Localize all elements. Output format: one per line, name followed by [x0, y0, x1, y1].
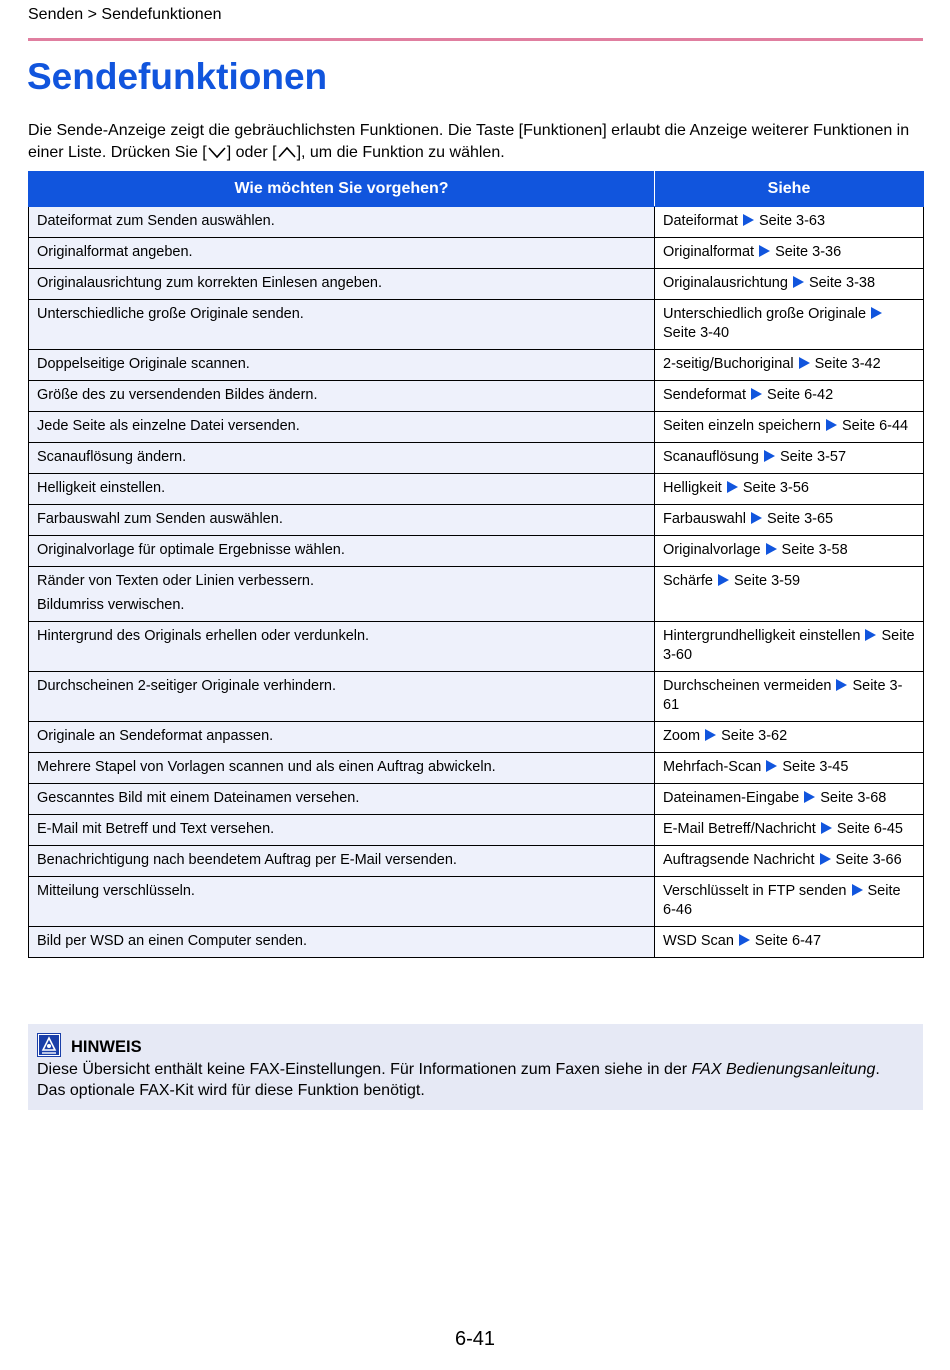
note-icon: [37, 1033, 61, 1057]
arrow-right-icon: [852, 884, 863, 896]
reference-cell: [655, 412, 924, 443]
task-cell: [29, 927, 655, 958]
reference-page[interactable]: Seite 3-68: [820, 790, 887, 806]
arrow-right-icon: [871, 307, 882, 319]
reference-cell: [655, 443, 924, 474]
reference-page[interactable]: Seite 6-47: [754, 933, 822, 949]
chevron-down-icon: [207, 144, 227, 166]
task-text: Gescanntes Bild mit einem Dateinamen versehen.: [37, 790, 360, 806]
arrow-right-icon: [836, 679, 847, 691]
reference-page[interactable]: Seite 3-42: [814, 356, 881, 372]
reference-link[interactable]: Farbauswahl: [663, 511, 747, 527]
reference-page[interactable]: Seite 3-59: [733, 573, 801, 589]
arrow-right-icon: [826, 419, 837, 431]
header-task: Wie möchten Sie vorgehen?: [29, 172, 655, 207]
intro-text-1: Die Sende-Anzeige zeigt die gebräuchlichsten Funktionen. Die Taste [Funktionen] erlaubt die Anzeige weiterer Funktionen in einer Liste. Drücken Sie [: [28, 122, 910, 161]
task-cell: [29, 350, 655, 381]
arrow-right-icon: [727, 481, 738, 493]
reference-link[interactable]: Scanauflösung: [663, 449, 759, 465]
reference-page[interactable]: Seite 3-57: [779, 449, 847, 465]
table-row: [29, 753, 924, 784]
task-text: Doppelseitige Originale scannen.: [37, 356, 250, 372]
table-row: [29, 815, 924, 846]
task-cell: [29, 784, 655, 815]
reference-cell: [655, 815, 924, 846]
chevron-up-icon: [277, 144, 297, 166]
task-text: Bild per WSD an einen Computer senden.: [37, 933, 308, 949]
reference-cell: [655, 474, 924, 505]
task-text: Farbauswahl zum Senden auswählen.: [37, 511, 283, 527]
reference-page[interactable]: Seite 3-60: [663, 628, 915, 663]
function-table: [28, 171, 924, 958]
reference-link[interactable]: Seiten einzeln speichern: [663, 418, 821, 434]
note-text-1: Diese Übersicht enthält keine FAX-Einstellungen. Für Informationen zum Faxen siehe in der: [37, 1061, 692, 1078]
note-text: [37, 1059, 907, 1101]
table-row: [29, 381, 924, 412]
task-text: Benachrichtigung nach beendetem Auftrag per E-Mail versenden.: [37, 852, 457, 868]
reference-cell: [655, 927, 924, 958]
reference-cell: [655, 300, 924, 350]
arrow-right-icon: [799, 357, 810, 369]
reference-page[interactable]: Seite 3-45: [782, 759, 849, 775]
table-row: [29, 505, 924, 536]
reference-page[interactable]: Seite 3-56: [742, 480, 809, 496]
task-text: Größe des zu versendenden Bildes ändern.: [37, 387, 318, 403]
reference-link[interactable]: 2-seitig/Buchoriginal: [663, 356, 794, 372]
note-text-2: . Das optionale FAX-Kit wird für diese Funktion benötigt.: [37, 1061, 880, 1099]
reference-page[interactable]: Seite 3-36: [775, 244, 842, 260]
reference-link[interactable]: Hintergrundhelligkeit einstellen: [663, 628, 861, 644]
arrow-right-icon: [751, 388, 762, 400]
reference-page[interactable]: Seite 3-58: [781, 542, 848, 558]
table-row: [29, 412, 924, 443]
task-cell: [29, 443, 655, 474]
task-cell: [29, 207, 655, 238]
reference-cell: [655, 238, 924, 269]
reference-cell: [655, 381, 924, 412]
note-manual-reference: FAX Bedienungsanleitung: [691, 1061, 876, 1078]
arrow-right-icon: [766, 543, 777, 555]
task-cell: [29, 536, 655, 567]
arrow-right-icon: [718, 574, 729, 586]
task-text: Originalformat angeben.: [37, 244, 193, 260]
task-cell: [29, 238, 655, 269]
reference-link[interactable]: Originalformat: [663, 244, 755, 260]
reference-page[interactable]: Seite 6-46: [663, 883, 901, 918]
page-title: Sendefunktionen: [27, 56, 328, 97]
arrow-right-icon: [743, 214, 754, 226]
reference-link[interactable]: Durchscheinen vermeiden: [663, 678, 832, 694]
table-row: [29, 622, 924, 672]
table-body: [29, 207, 924, 958]
task-text: Mitteilung verschlüsseln.: [37, 883, 195, 899]
task-cell: [29, 846, 655, 877]
reference-page[interactable]: Seite 6-44: [842, 418, 909, 434]
task-cell: [29, 474, 655, 505]
arrow-right-icon: [739, 934, 750, 946]
task-text: Dateiformat zum Senden auswählen.: [37, 213, 275, 229]
breadcrumb: Senden > Sendefunktionen: [28, 6, 222, 23]
task-cell: [29, 815, 655, 846]
table-row: [29, 474, 924, 505]
arrow-right-icon: [820, 853, 831, 865]
reference-cell: [655, 784, 924, 815]
reference-link[interactable]: E-Mail Betreff/Nachricht: [663, 821, 816, 837]
table-row: [29, 672, 924, 722]
task-text: Mehrere Stapel von Vorlagen scannen und als einen Auftrag abwickeln.: [37, 759, 496, 775]
table-header-row: [29, 172, 924, 207]
reference-link[interactable]: Originalausrichtung: [663, 275, 788, 291]
table-row: [29, 238, 924, 269]
header-reference: Siehe: [655, 172, 924, 207]
table-row: [29, 567, 924, 622]
reference-cell: [655, 877, 924, 927]
arrow-right-icon: [705, 729, 716, 741]
task-text: E-Mail mit Betreff und Text versehen.: [37, 821, 275, 837]
reference-page[interactable]: Seite 3-61: [663, 678, 903, 713]
reference-link[interactable]: Dateinamen-Eingabe: [663, 790, 800, 806]
task-text: Jede Seite als einzelne Datei versenden.: [37, 418, 300, 434]
reference-page[interactable]: Seite 6-42: [767, 387, 834, 403]
task-text: Originalausrichtung zum korrekten Einlesen angeben.: [37, 275, 382, 291]
task-cell: [29, 672, 655, 722]
arrow-right-icon: [804, 791, 815, 803]
reference-page[interactable]: Seite 3-63: [758, 213, 826, 229]
table-row: [29, 536, 924, 567]
task-cell: [29, 622, 655, 672]
task-cell: [29, 722, 655, 753]
reference-link[interactable]: Sendeformat: [663, 387, 747, 403]
reference-link[interactable]: Verschlüsselt in FTP senden: [663, 883, 847, 899]
reference-link[interactable]: Schärfe: [663, 573, 713, 589]
header-divider: [28, 38, 923, 41]
table-row: [29, 784, 924, 815]
reference-cell: [655, 753, 924, 784]
task-text: Helligkeit einstellen.: [37, 480, 166, 496]
task-text-second-line: Bildumriss verwischen.: [37, 597, 185, 613]
arrow-right-icon: [821, 822, 832, 834]
reference-link[interactable]: Originalvorlage: [663, 542, 761, 558]
reference-link[interactable]: Dateiformat: [663, 213, 738, 229]
reference-cell: [655, 505, 924, 536]
reference-cell: [655, 567, 924, 622]
task-cell: [29, 412, 655, 443]
reference-cell: [655, 350, 924, 381]
intro-paragraph: [28, 120, 918, 166]
reference-cell: [655, 269, 924, 300]
task-text: Hintergrund des Originals erhellen oder verdunkeln.: [37, 628, 370, 644]
reference-link[interactable]: Mehrfach-Scan: [663, 759, 762, 775]
table-row: [29, 207, 924, 238]
arrow-right-icon: [766, 760, 777, 772]
reference-cell: [655, 536, 924, 567]
task-text: Originalvorlage für optimale Ergebnisse wählen.: [37, 542, 345, 558]
table-row: [29, 300, 924, 350]
task-cell: [29, 753, 655, 784]
table-row: [29, 877, 924, 927]
reference-cell: [655, 672, 924, 722]
reference-cell: [655, 207, 924, 238]
page-number: 6-41: [454, 1328, 496, 1350]
intro-text-2: ] oder [: [226, 144, 277, 161]
reference-page[interactable]: Seite 3-40: [663, 325, 730, 341]
note-title: HINWEIS: [71, 1038, 142, 1056]
reference-cell: [655, 622, 924, 672]
task-cell: [29, 381, 655, 412]
arrow-right-icon: [793, 276, 804, 288]
task-text: Durchscheinen 2-seitiger Originale verhindern.: [37, 678, 337, 694]
note-box: [28, 1024, 923, 1110]
table-row: [29, 269, 924, 300]
reference-page[interactable]: Seite 3-66: [835, 852, 902, 868]
task-text: Unterschiedliche große Originale senden.: [37, 306, 304, 322]
reference-link[interactable]: Helligkeit: [663, 480, 722, 496]
intro-text-3: ], um die Funktion zu wählen.: [296, 144, 505, 161]
reference-page[interactable]: Seite 3-65: [767, 511, 834, 527]
reference-page[interactable]: Seite 6-45: [836, 821, 903, 837]
reference-link[interactable]: Unterschiedlich große Originale: [663, 306, 867, 322]
task-text: Scanauflösung ändern.: [37, 449, 187, 465]
task-cell: [29, 567, 655, 622]
task-cell: [29, 877, 655, 927]
reference-link[interactable]: Auftragsende Nachricht: [663, 852, 815, 868]
reference-link[interactable]: Zoom: [663, 728, 701, 744]
reference-page[interactable]: Seite 3-62: [721, 728, 788, 744]
reference-page[interactable]: Seite 3-38: [808, 275, 876, 291]
task-text: Ränder von Texten oder Linien verbessern.: [37, 573, 315, 589]
reference-cell: [655, 846, 924, 877]
reference-cell: [655, 722, 924, 753]
table-row: [29, 722, 924, 753]
task-text: Originale an Sendeformat anpassen.: [37, 728, 274, 744]
task-cell: [29, 300, 655, 350]
task-cell: [29, 505, 655, 536]
table-row: [29, 350, 924, 381]
arrow-right-icon: [865, 629, 876, 641]
arrow-right-icon: [751, 512, 762, 524]
table-row: [29, 927, 924, 958]
table-row: [29, 846, 924, 877]
reference-link[interactable]: WSD Scan: [663, 933, 734, 949]
arrow-right-icon: [759, 245, 770, 257]
arrow-right-icon: [764, 450, 775, 462]
table-row: [29, 443, 924, 474]
task-cell: [29, 269, 655, 300]
